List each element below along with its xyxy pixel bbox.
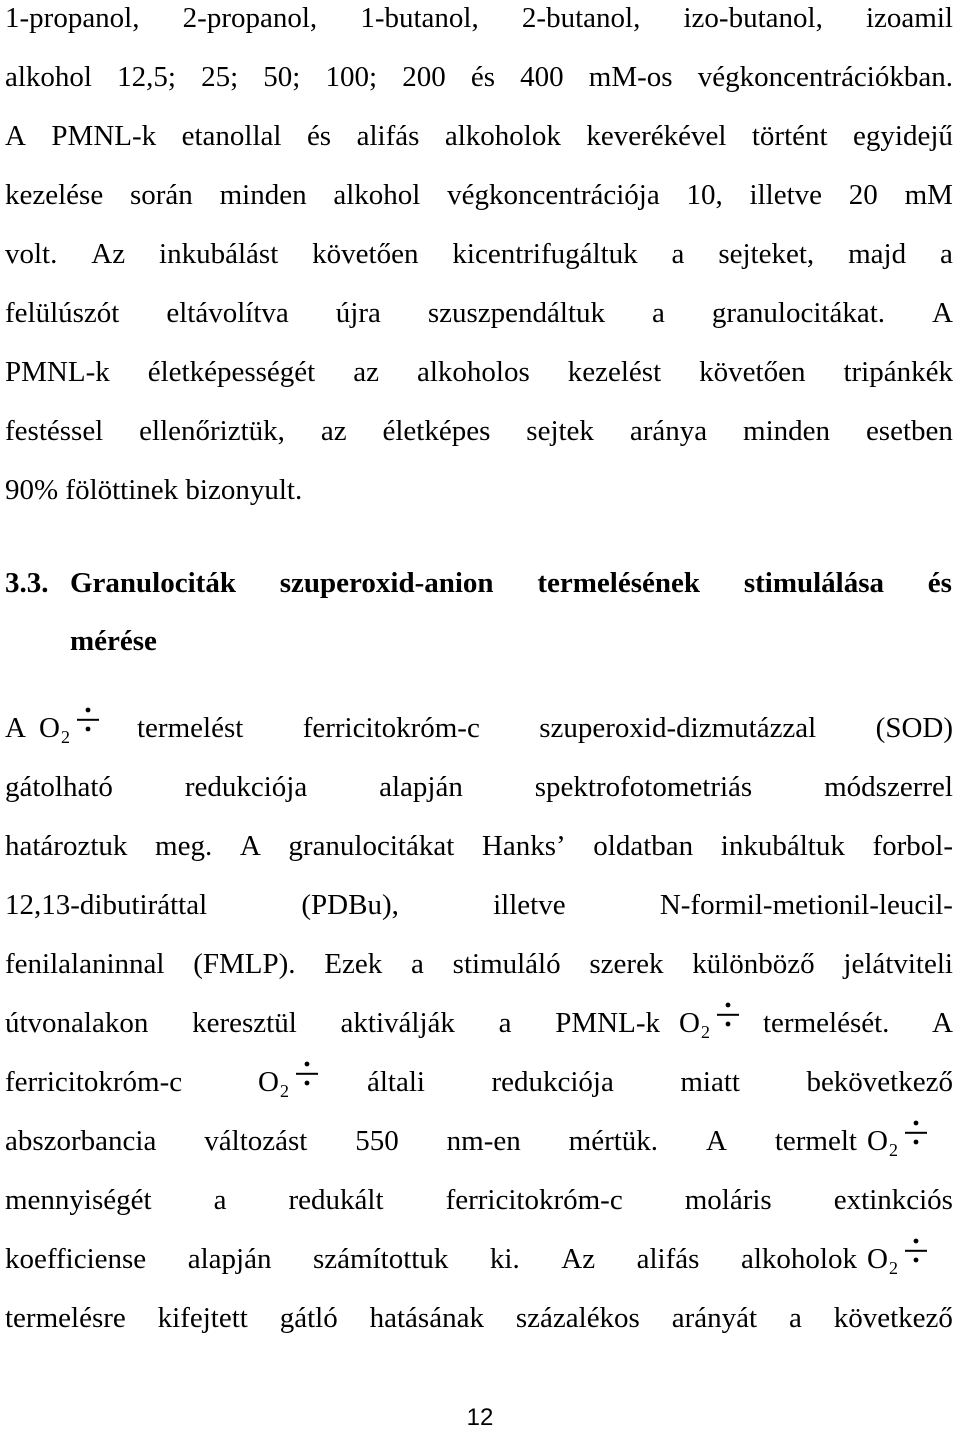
word: a	[788, 1302, 802, 1334]
line-segment	[367, 1062, 953, 1102]
word: végkoncentrációja	[447, 179, 660, 211]
word: Az	[561, 1243, 596, 1275]
word: következő	[833, 1302, 953, 1334]
line-text	[5, 175, 953, 215]
line-text	[367, 1062, 953, 1102]
word: termelést	[137, 712, 244, 744]
word: Granulociták	[70, 567, 236, 599]
oxygen-symbol: O	[867, 1243, 888, 1275]
word: oldatban	[593, 830, 694, 862]
line-segment	[5, 1003, 660, 1043]
word: alkohol	[5, 61, 92, 93]
word: inkubálást	[159, 238, 279, 270]
word: esetben	[865, 415, 953, 447]
section-title-line: mérése	[70, 625, 157, 657]
word: redukciója	[491, 1066, 614, 1098]
line-text	[5, 1298, 953, 1338]
word: inkubáltuk	[720, 830, 845, 862]
word: 2-propanol,	[182, 2, 318, 34]
superoxide-formula	[39, 708, 104, 751]
word: és	[927, 567, 952, 599]
superoxide-formula	[867, 1239, 932, 1282]
line-text	[5, 1003, 660, 1043]
subscript: 2	[279, 1081, 289, 1101]
word: követően	[312, 238, 419, 270]
word: különböző	[692, 948, 815, 980]
line-text: A	[5, 712, 26, 744]
word: változást	[204, 1125, 308, 1157]
word: izo-butanol,	[683, 2, 823, 34]
line-text	[5, 826, 953, 866]
word: jelátviteli	[843, 948, 953, 980]
text-line	[5, 352, 953, 392]
text-line	[5, 234, 953, 274]
word: termelését.	[763, 1007, 890, 1039]
text-line	[5, 0, 953, 38]
word: alifás	[356, 120, 420, 152]
radical-anion-icon	[295, 1060, 319, 1088]
line-text	[5, 944, 953, 984]
word: spektrofotometriás	[534, 771, 753, 803]
word: Ezek	[324, 948, 383, 980]
word: szuperoxid-anion	[279, 567, 494, 599]
word: útvonalakon	[5, 1007, 149, 1039]
word: moláris	[684, 1184, 772, 1216]
word: ferricitokróm-c	[302, 712, 480, 744]
word: izoamil	[866, 2, 953, 34]
word: 2-butanol,	[521, 2, 641, 34]
oxygen-symbol: O	[867, 1125, 888, 1157]
word: ki.	[489, 1243, 520, 1275]
text-line	[5, 1298, 953, 1338]
word: határoztuk	[5, 830, 128, 862]
word: (FMLP).	[193, 948, 296, 980]
word: szuszpendáltuk	[427, 297, 606, 329]
superoxide-formula	[679, 1003, 744, 1046]
word: hatásának	[369, 1302, 484, 1334]
word: újra	[335, 297, 381, 329]
word: mértük.	[568, 1125, 659, 1157]
word: tripánkék	[843, 356, 953, 388]
word: illetve	[493, 889, 566, 921]
line-text	[5, 116, 953, 156]
line-text: 90% fölöttinek bizonyult.	[5, 474, 303, 506]
word: és	[306, 120, 332, 152]
word: meg.	[155, 830, 213, 862]
oxygen-symbol: O	[258, 1066, 279, 1098]
word: N-formil-metionil-leucil-	[659, 889, 953, 921]
line-text	[5, 1239, 857, 1279]
word: egyidejű	[853, 120, 953, 152]
superoxide-formula	[867, 1121, 932, 1164]
word: az	[320, 415, 347, 447]
word: A	[932, 297, 953, 329]
word: ellenőriztük,	[139, 415, 285, 447]
word: 200	[402, 61, 446, 93]
word: granulocitákat.	[711, 297, 886, 329]
word: módszerrel	[824, 771, 953, 803]
word: Az	[91, 238, 126, 270]
subscript: 2	[888, 1140, 898, 1160]
word: alapján	[379, 771, 463, 803]
word: PMNL-k	[5, 356, 110, 388]
word: végkoncentrációkban.	[697, 61, 953, 93]
word: sejtek	[526, 415, 594, 447]
oxygen-symbol: O	[679, 1007, 700, 1039]
subscript: 2	[888, 1258, 898, 1278]
line-text	[5, 352, 953, 392]
word: festéssel	[5, 415, 104, 447]
word: PMNL-k	[555, 1007, 660, 1039]
word: gátolható	[5, 771, 113, 803]
word: majd	[848, 238, 907, 270]
word: aktiválják	[340, 1007, 455, 1039]
page-number: 12	[466, 1404, 494, 1431]
line-segment	[763, 1003, 953, 1043]
word: mM	[904, 179, 953, 211]
word: arányát	[671, 1302, 758, 1334]
line-text	[5, 293, 953, 333]
word: alifás	[636, 1243, 700, 1275]
word: miatt	[680, 1066, 740, 1098]
section-title-line	[70, 563, 952, 603]
word: forbol-	[872, 830, 953, 862]
word: etanollal	[181, 120, 282, 152]
line-text	[5, 1121, 857, 1161]
word: A	[705, 1125, 727, 1157]
word: volt.	[5, 238, 58, 270]
word: alkohol	[333, 179, 421, 211]
word: A	[932, 1007, 953, 1039]
text-line	[5, 116, 953, 156]
word: redukált	[288, 1184, 384, 1216]
section-title-text	[70, 563, 952, 603]
radical-anion-icon	[76, 706, 100, 734]
word: (SOD)	[875, 712, 953, 744]
section-number: 3.3.	[5, 567, 49, 599]
word: szuperoxid-dizmutázzal	[539, 712, 817, 744]
line-segment	[137, 708, 953, 748]
word: abszorbancia	[5, 1125, 157, 1157]
text-line	[5, 1180, 953, 1220]
word: kicentrifugáltuk	[452, 238, 638, 270]
word: keverékével	[586, 120, 727, 152]
line-text	[5, 0, 953, 38]
word: aránya	[629, 415, 708, 447]
word: A	[5, 120, 26, 152]
word: A	[239, 830, 261, 862]
text-line	[5, 944, 953, 984]
word: gátló	[279, 1302, 338, 1334]
word: az	[353, 356, 379, 388]
radical-anion-icon	[904, 1119, 928, 1147]
word: (PDBu),	[301, 889, 399, 921]
word: eltávolítva	[166, 297, 289, 329]
word: szerek	[589, 948, 664, 980]
text-line	[5, 411, 953, 451]
word: termelt	[774, 1125, 857, 1157]
word: alapján	[187, 1243, 272, 1275]
word: alkoholok	[444, 120, 561, 152]
word: életképességét	[147, 356, 316, 388]
radical-anion-icon	[716, 1001, 740, 1029]
word: kifejtett	[157, 1302, 248, 1334]
superoxide-formula	[258, 1062, 323, 1105]
text-line	[5, 470, 953, 510]
text-line	[5, 767, 953, 807]
word: mM-os	[588, 61, 673, 93]
word: során	[129, 179, 193, 211]
word: a	[940, 238, 953, 270]
word: 1-butanol,	[360, 2, 479, 34]
word: termelésre	[5, 1302, 126, 1334]
text-line	[5, 175, 953, 215]
line-text: ferricitokróm-c	[5, 1066, 183, 1098]
word: stimuláló	[452, 948, 561, 980]
word: 12,13-dibutiráttal	[5, 889, 208, 921]
word: Hanks’	[481, 830, 566, 862]
word: történt	[751, 120, 828, 152]
word: 1-propanol,	[5, 2, 140, 34]
word: termelésének	[537, 567, 701, 599]
line-segment	[5, 1239, 857, 1279]
line-text	[5, 234, 953, 274]
word: kezelése	[5, 179, 104, 211]
line-text	[5, 1180, 953, 1220]
word: nm-en	[446, 1125, 521, 1157]
word: a	[652, 297, 665, 329]
word: a	[498, 1007, 512, 1039]
line-text	[5, 411, 953, 451]
subscript: 2	[60, 727, 70, 747]
line-text	[5, 767, 953, 807]
word: illetve	[749, 179, 823, 211]
word: bekövetkező	[806, 1066, 953, 1098]
line-text	[137, 708, 953, 748]
text-line	[5, 1062, 953, 1102]
word: ferricitokróm-c	[445, 1184, 623, 1216]
word: 20	[848, 179, 878, 211]
line-text	[5, 57, 953, 97]
text-line	[5, 57, 953, 97]
line-text	[5, 885, 953, 925]
word: számítottuk	[313, 1243, 449, 1275]
word: minden	[743, 415, 831, 447]
text-line	[5, 708, 953, 748]
oxygen-symbol: O	[39, 712, 60, 744]
word: a	[213, 1184, 227, 1216]
word: felülúszót	[5, 297, 120, 329]
word: általi	[367, 1066, 425, 1098]
word: 100;	[325, 61, 378, 93]
radical-anion-icon	[904, 1237, 928, 1265]
word: 25;	[201, 61, 239, 93]
word: 550	[355, 1125, 399, 1157]
word: 12,5;	[117, 61, 176, 93]
word: a	[411, 948, 424, 980]
word: redukciója	[184, 771, 308, 803]
text-line	[5, 826, 953, 866]
word: sejteket,	[718, 238, 815, 270]
word: 50;	[263, 61, 301, 93]
word: alkoholos	[416, 356, 530, 388]
word: a	[671, 238, 685, 270]
line-text	[763, 1003, 953, 1043]
word: mennyiségét	[5, 1184, 152, 1216]
word: kezelést	[567, 356, 662, 388]
subscript: 2	[700, 1022, 710, 1042]
word: és	[470, 61, 496, 93]
word: keresztül	[192, 1007, 297, 1039]
line-segment	[5, 1121, 857, 1161]
text-line	[5, 885, 953, 925]
word: koefficiense	[5, 1243, 147, 1275]
word: extinkciós	[833, 1184, 953, 1216]
word: minden	[219, 179, 307, 211]
word: fenilalaninnal	[5, 948, 165, 980]
word: alkoholok	[740, 1243, 857, 1275]
word: stimulálása	[743, 567, 884, 599]
word: követően	[699, 356, 806, 388]
word: életképes	[382, 415, 491, 447]
word: PMNL-k	[51, 120, 157, 152]
word: granulocitákat	[288, 830, 455, 862]
word: 10,	[686, 179, 723, 211]
word: 400	[520, 61, 564, 93]
text-line	[5, 293, 953, 333]
word: százalékos	[515, 1302, 640, 1334]
